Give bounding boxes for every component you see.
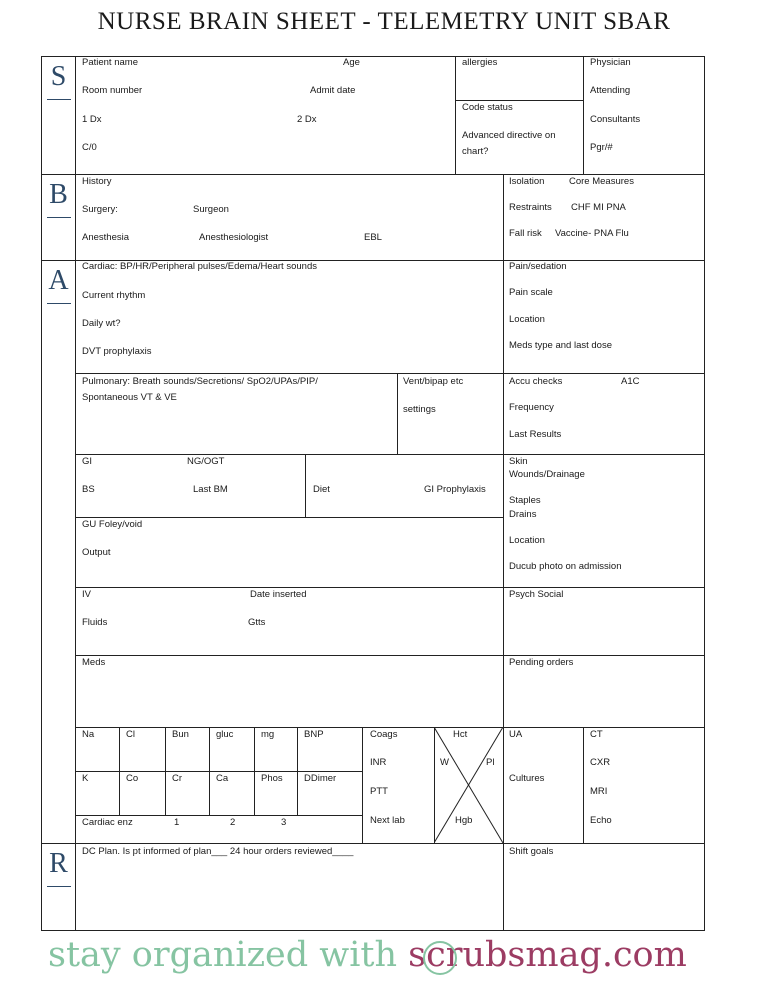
co-label: C/0 bbox=[82, 142, 97, 153]
iv-label: IV bbox=[82, 589, 91, 600]
isolation-label: Isolation bbox=[509, 176, 545, 187]
gtts-label: Gtts bbox=[248, 617, 266, 628]
core-measures-options: CHF MI PNA bbox=[571, 202, 626, 213]
pager-label: Pgr/# bbox=[590, 142, 613, 153]
meds-label: Meds bbox=[82, 657, 106, 668]
accu-checks-label: Accu checks bbox=[509, 376, 563, 387]
lab-w: W bbox=[440, 757, 449, 768]
lab-next-lab: Next lab bbox=[370, 815, 405, 826]
pulmonary-label-2: Spontaneous VT & VE bbox=[82, 392, 177, 403]
gu-label: GU Foley/void bbox=[82, 519, 143, 530]
consultants-label: Consultants bbox=[590, 114, 641, 125]
page-title: NURSE BRAIN SHEET - TELEMETRY UNIT SBAR bbox=[97, 8, 671, 35]
ducub-photo-label: Ducub photo on admission bbox=[509, 561, 622, 572]
output-label: Output bbox=[82, 547, 111, 558]
physician-label: Physician bbox=[590, 57, 631, 68]
shift-goals-label: Shift goals bbox=[509, 846, 554, 857]
lab-ca: Ca bbox=[216, 773, 229, 784]
a1c-label: A1C bbox=[621, 376, 640, 387]
vaccine-label: Vaccine- PNA Flu bbox=[555, 228, 629, 239]
lab-cl: Cl bbox=[126, 729, 135, 740]
lab-enzyme-1: 1 bbox=[174, 817, 180, 828]
advanced-directive-label: Advanced directive on bbox=[462, 130, 556, 141]
section-letter-r: R bbox=[49, 848, 68, 879]
lab-bun: Bun bbox=[172, 729, 189, 740]
settings-label: settings bbox=[403, 404, 436, 415]
lab-cardiac-enzymes: Cardiac enz bbox=[82, 817, 133, 828]
psych-social-label: Psych Social bbox=[509, 589, 564, 600]
lab-enzyme-3: 3 bbox=[281, 817, 287, 828]
lab-phos: Phos bbox=[261, 773, 283, 784]
frequency-label: Frequency bbox=[509, 402, 554, 413]
date-inserted-label: Date inserted bbox=[250, 589, 307, 600]
lab-cxr: CXR bbox=[590, 757, 611, 768]
lab-k: K bbox=[82, 773, 89, 784]
anesthesiologist-label: Anesthesiologist bbox=[199, 232, 269, 243]
lab-enzyme-2: 2 bbox=[230, 817, 236, 828]
skin-label: Skin bbox=[509, 456, 528, 467]
allergies-label: allergies bbox=[462, 57, 498, 68]
gi-label: GI bbox=[82, 456, 93, 467]
meds-last-dose-label: Meds type and last dose bbox=[509, 340, 612, 351]
surgery-label: Surgery: bbox=[82, 204, 118, 215]
daily-weight-label: Daily wt? bbox=[82, 318, 121, 329]
lab-ptt: PTT bbox=[370, 786, 388, 797]
lab-na: Na bbox=[82, 729, 95, 740]
advanced-directive-label-2: chart? bbox=[462, 146, 489, 157]
room-number-label: Room number bbox=[82, 85, 143, 96]
lab-hct: Hct bbox=[453, 729, 468, 740]
lab-inr: INR bbox=[370, 757, 387, 768]
core-measures-label: Core Measures bbox=[569, 176, 634, 187]
anesthesia-label: Anesthesia bbox=[82, 232, 130, 243]
section-letter-s: S bbox=[50, 61, 67, 92]
lab-co: Co bbox=[126, 773, 139, 784]
secondary-dx-label: 2 Dx bbox=[297, 114, 317, 125]
lab-cr: Cr bbox=[172, 773, 183, 784]
lab-gluc: gluc bbox=[216, 729, 234, 740]
last-results-label: Last Results bbox=[509, 429, 562, 440]
last-bm-label: Last BM bbox=[193, 484, 228, 495]
dc-plan-label: DC Plan. Is pt informed of plan___ 24 hour orders reviewed____ bbox=[82, 846, 354, 857]
lab-echo: Echo bbox=[590, 815, 612, 826]
diet-label: Diet bbox=[313, 484, 330, 495]
lab-hgb: Hgb bbox=[455, 815, 473, 826]
surgeon-label: Surgeon bbox=[193, 204, 229, 215]
pending-orders-label: Pending orders bbox=[509, 657, 574, 668]
pain-scale-label: Pain scale bbox=[509, 287, 553, 298]
section-letter-a: A bbox=[48, 265, 69, 296]
footer-brand[interactable] bbox=[408, 935, 687, 975]
lab-mri: MRI bbox=[590, 786, 608, 797]
footer-brand-text: scrubsmag.com bbox=[408, 935, 687, 975]
restraints-label: Restraints bbox=[509, 202, 552, 213]
pulmonary-label: Pulmonary: Breath sounds/Secretions/ SpO2/UPAs/PIP/ bbox=[82, 376, 318, 387]
code-status-label: Code status bbox=[462, 102, 513, 113]
current-rhythm-label: Current rhythm bbox=[82, 290, 146, 301]
lab-ua: UA bbox=[509, 729, 523, 740]
section-letter-b: B bbox=[49, 179, 68, 210]
gi-prophylaxis-label: GI Prophylaxis bbox=[424, 484, 486, 495]
lab-pl: Pl bbox=[486, 757, 495, 768]
drains-label: Drains bbox=[509, 509, 537, 520]
age-label: Age bbox=[343, 57, 360, 68]
pain-location-label: Location bbox=[509, 314, 545, 325]
footer-text: stay organized with bbox=[48, 935, 409, 975]
skin-location-label: Location bbox=[509, 535, 545, 546]
lab-mg: mg bbox=[261, 729, 275, 740]
logo-ring-icon bbox=[423, 941, 457, 975]
lab-bnp: BNP bbox=[304, 729, 324, 740]
history-label: History bbox=[82, 176, 112, 187]
bowel-sounds-label: BS bbox=[82, 484, 95, 495]
footer-tagline bbox=[48, 935, 687, 975]
admit-date-label: Admit date bbox=[310, 85, 356, 96]
ng-ogt-label: NG/OGT bbox=[187, 456, 225, 467]
staples-label: Staples bbox=[509, 495, 541, 506]
dvt-prophylaxis-label: DVT prophylaxis bbox=[82, 346, 152, 357]
primary-dx-label: 1 Dx bbox=[82, 114, 102, 125]
lab-coags: Coags bbox=[370, 729, 398, 740]
wounds-drainage-label: Wounds/Drainage bbox=[509, 469, 585, 480]
lab-ct: CT bbox=[590, 729, 603, 740]
attending-label: Attending bbox=[590, 85, 631, 96]
ebl-label: EBL bbox=[364, 232, 382, 243]
vent-bipap-label: Vent/bipap etc bbox=[403, 376, 464, 387]
cardiac-label: Cardiac: BP/HR/Peripheral pulses/Edema/Heart sounds bbox=[82, 261, 317, 272]
patient-name-label: Patient name bbox=[82, 57, 138, 68]
lab-cultures: Cultures bbox=[509, 773, 545, 784]
fluids-label: Fluids bbox=[82, 617, 108, 628]
lab-ddimer: DDimer bbox=[304, 773, 337, 784]
pain-sedation-label: Pain/sedation bbox=[509, 261, 567, 272]
fall-risk-label: Fall risk bbox=[509, 228, 542, 239]
section-column-divider bbox=[75, 56, 76, 931]
